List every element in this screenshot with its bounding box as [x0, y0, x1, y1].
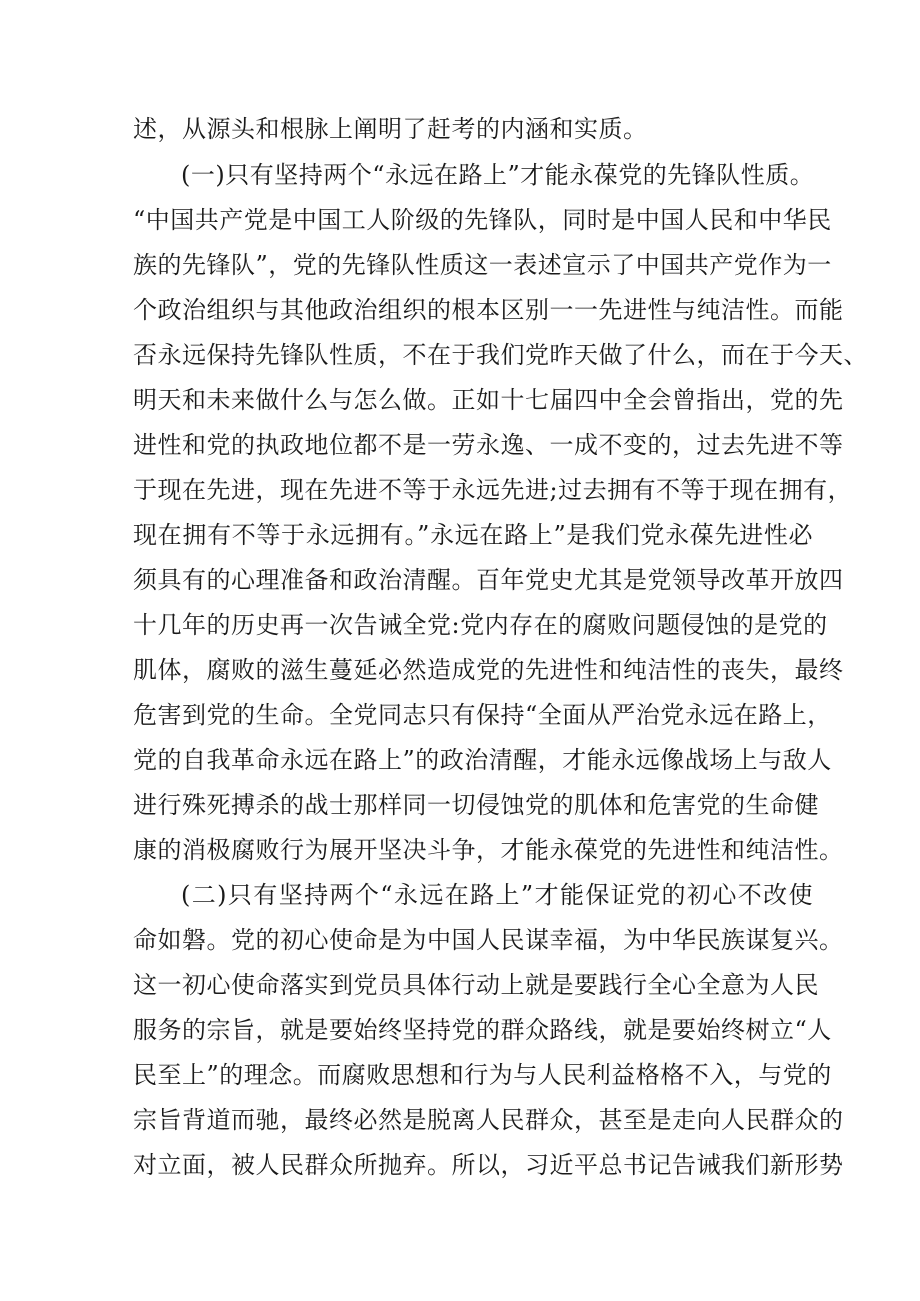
- text-line: 族的先锋队”，党的先锋队性质这一表述宣示了中国共产党作为一: [133, 251, 832, 279]
- text-line: 服务的宗旨，就是要始终坚持党的群众路线，就是要始终树立“人: [133, 1016, 832, 1044]
- text-line: “中国共产党是中国工人阶级的先锋队，同时是中国人民和中华民: [133, 206, 832, 234]
- text-line: 党的自我革命永远在路上”的政治清醒，才能永远像战场上与敌人: [133, 746, 832, 774]
- text-line: 现在拥有不等于永远拥有。”永远在路上”是我们党永葆先进性必: [133, 521, 813, 549]
- text-line: 民至上”的理念。而腐败思想和行为与人民利益格格不入，与党的: [133, 1061, 832, 1089]
- text-line: 康的消极腐败行为展开坚决斗争，才能永葆党的先进性和纯洁性。: [133, 836, 844, 864]
- text-line: 十几年的历史再一次告诫全党:党内存在的腐败问题侵蚀的是党的: [133, 611, 828, 639]
- text-line: 明天和未来做什么与怎么做。正如十七届四中全会曾指出，党的先: [133, 386, 844, 414]
- section-heading-line: (一)只有坚持两个“永远在路上”才能永葆党的先锋队性质。: [181, 161, 815, 189]
- text-line: 对立面，被人民群众所抛弃。所以，习近平总书记告诫我们新形势: [133, 1151, 844, 1179]
- text-line: 否永远保持先锋队性质，不在于我们党昨天做了什么，而在于今天、: [133, 341, 868, 369]
- text-line: 述，从源头和根脉上阐明了赶考的内涵和实质。: [133, 115, 648, 143]
- text-line: 命如磐。党的初心使命是为中国人民谋幸福，为中华民族谋复兴。: [133, 926, 844, 954]
- text-line: 进性和党的执政地位都不是一劳永逸、一成不变的，过去先进不等: [133, 431, 844, 459]
- text-line: 于现在先进，现在先进不等于永远先进;过去拥有不等于现在拥有，: [133, 476, 853, 504]
- section-heading-line: (二)只有坚持两个“永远在路上”才能保证党的初心不改使: [181, 881, 813, 909]
- text-line: 须具有的心理准备和政治清醒。百年党史尤其是党领导改革开放四: [133, 566, 844, 594]
- text-line: 肌体，腐败的滋生蔓延必然造成党的先进性和纯洁性的丧失，最终: [133, 656, 844, 684]
- text-line: 个政治组织与其他政治组织的根本区别一一先进性与纯洁性。而能: [133, 296, 844, 324]
- text-line: 宗旨背道而驰，最终必然是脱离人民群众，甚至是走向人民群众的: [133, 1106, 844, 1134]
- text-line: 这一初心使命落实到党员具体行动上就是要践行全心全意为人民: [133, 971, 819, 999]
- text-line: 进行殊死搏杀的战士那样同一切侵蚀党的肌体和危害党的生命健: [133, 791, 819, 819]
- text-line: 危害到党的生命。全党同志只有保持“全面从严治党永远在路上，: [133, 701, 832, 729]
